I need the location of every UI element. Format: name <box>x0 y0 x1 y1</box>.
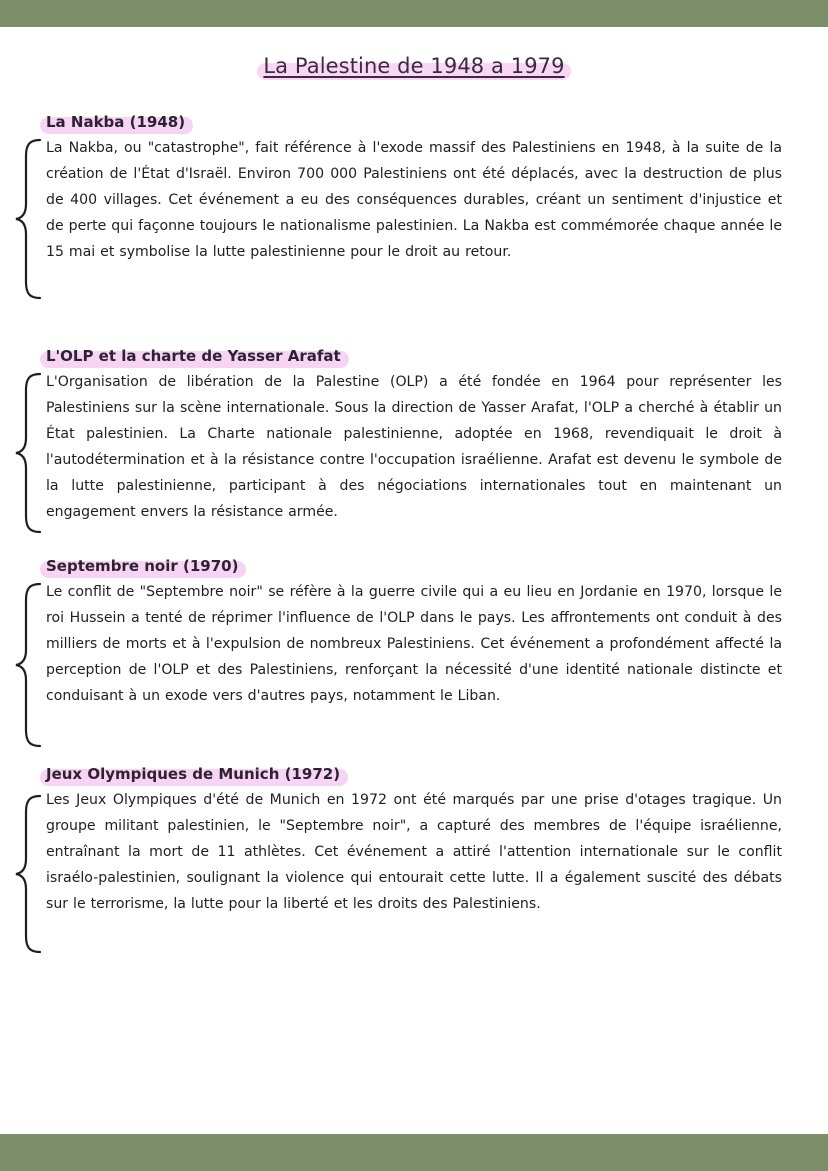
curly-brace-icon <box>14 582 44 748</box>
section-title: L'OLP et la charte de Yasser Arafat <box>46 347 345 365</box>
page-title-text: La Palestine de 1948 a 1979 <box>263 54 565 78</box>
section-title: Septembre noir (1970) <box>46 557 242 575</box>
curly-brace-icon <box>14 138 44 300</box>
section-munich <box>46 764 782 917</box>
header-band <box>0 0 828 27</box>
section-olp <box>46 346 782 525</box>
section-body: L'Organisation de libération de la Palestine (OLP) a été fondée en 1964 pour représenter les Palestiniens sur la scène internationale. Sous la direction de Yasser Arafat, l'OLP a cherché à établir un État palestinien. La Charte nationale palestinienne, adoptée en 1968, revendiquait le droit à l'autodétermination et à la résistance contre l'occupation israélienne. Arafat est devenu le symbole de la lutte palestinienne, participant à des négociations internationales tout en maintenant un engagement envers la résistance armée. <box>46 374 782 520</box>
section-nakba <box>46 112 782 265</box>
section-title: La Nakba (1948) <box>46 113 189 131</box>
section-body: La Nakba, ou "catastrophe", fait référence à l'exode massif des Palestiniens en 1948, à la suite de la création de l'État d'Israël. Environ 700 000 Palestiniens ont été déplacés, avec la destruction de plus de 400 villages. Cet événement a eu des conséquences durables, créant un sentiment d'injustice et de perte qui façonne toujours le nationalisme palestinien. La Nakba est commémorée chaque année le 15 mai et symbolise la lutte palestinienne pour le droit au retour. <box>46 140 782 260</box>
page-title <box>0 54 828 78</box>
section-body: Les Jeux Olympiques d'été de Munich en 1972 ont été marqués par une prise d'otages tragique. Un groupe militant palestinien, le "Septembre noir", a capturé des membres de l'équipe israélienne, entraînant la mort de 11 athlètes. Cet événement a attiré l'attention internationale sur le conflit israélo-palestinien, soulignant la violence qui entourait cette lutte. Il a également suscité des débats sur le terrorisme, la lutte pour la liberté et les droits des Palestiniens. <box>46 792 782 912</box>
curly-brace-icon <box>14 794 44 954</box>
section-septembre-noir <box>46 556 782 709</box>
section-title: Jeux Olympiques de Munich (1972) <box>46 765 344 783</box>
curly-brace-icon <box>14 372 44 534</box>
section-body: Le conflit de "Septembre noir" se réfère à la guerre civile qui a eu lieu en Jordanie en 1970, lorsque le roi Hussein a tenté de réprimer l'influence de l'OLP dans le pays. Les affrontements ont conduit à des milliers de morts et à l'expulsion de nombreux Palestiniens. Cet événement a profondément affecté la perception de l'OLP et des Palestiniens, renforçant la nécessité d'une identité nationale distincte et conduisant à un exode vers d'autres pays, notamment le Liban. <box>46 584 782 704</box>
footer-band <box>0 1134 828 1171</box>
